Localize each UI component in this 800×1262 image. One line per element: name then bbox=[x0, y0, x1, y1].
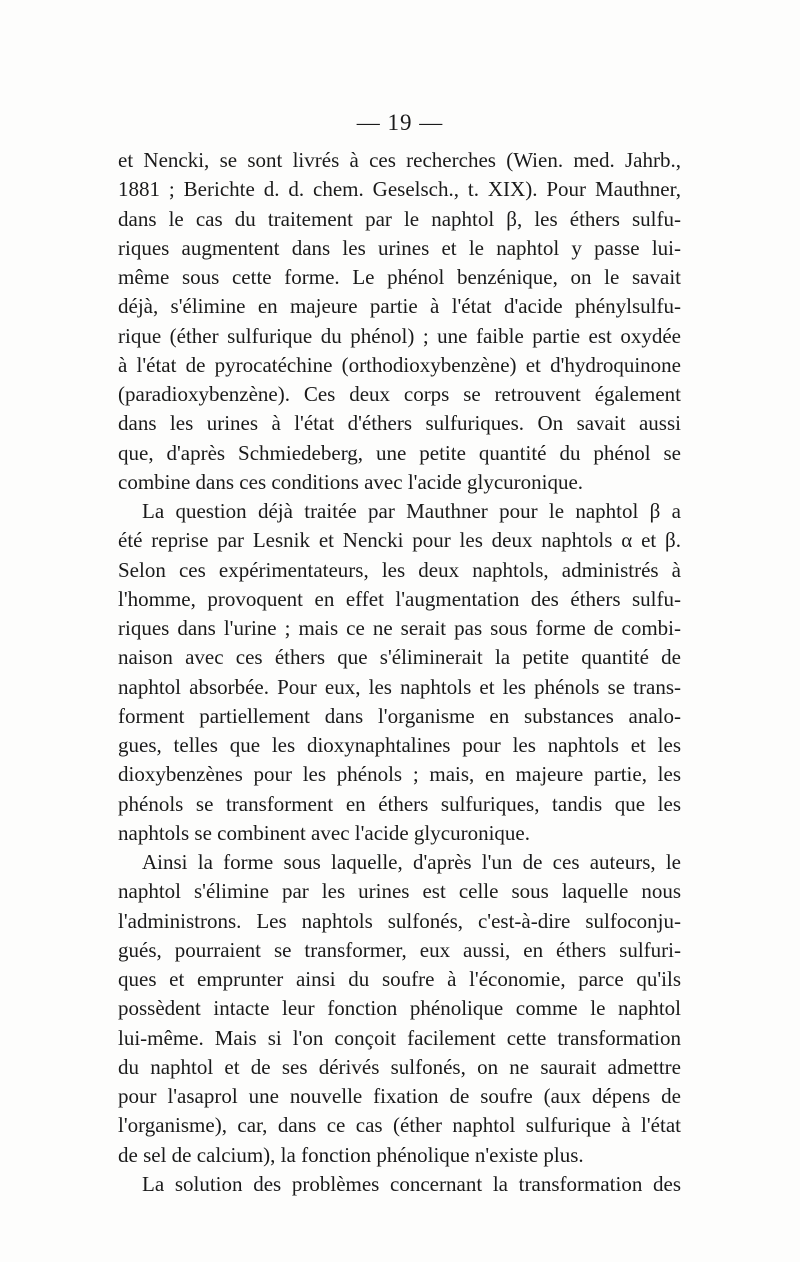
text-line: dans les urines à l'état d'éthers sulfuriques. On savait aussi bbox=[118, 411, 681, 436]
text-line: naphtol s'élimine par les urines est celle sous laquelle nous bbox=[118, 879, 681, 904]
text-line: La solution des problèmes concernant la transformation des bbox=[142, 1171, 681, 1196]
text-line: naison avec ces éthers que s'éliminerait la petite quantité de bbox=[118, 645, 681, 670]
text-line: naphtol absorbée. Pour eux, les naphtols et les phénols se trans- bbox=[118, 674, 681, 699]
text-line: Ainsi la forme sous laquelle, d'après l'un de ces auteurs, le bbox=[142, 850, 681, 874]
text-line: l'organisme), car, dans ce cas (éther naphtol sulfurique à l'état bbox=[118, 1113, 681, 1138]
text-line: gues, telles que les dioxynaphtalines pour les naphtols et les bbox=[118, 733, 681, 757]
text-line: rique (éther sulfurique du phénol) ; une faible partie est oxydée bbox=[118, 323, 681, 348]
text-line: de sel de calcium), la fonction phénolique n'existe plus. bbox=[118, 1142, 584, 1167]
text-line: combine dans ces conditions avec l'acide glycuronique. bbox=[118, 469, 584, 494]
text-line: (paradioxybenzène). Ces deux corps se retrouvent également bbox=[118, 382, 681, 406]
body-text bbox=[118, 146, 681, 1199]
text-line: possèdent intacte leur fonction phénolique comme le naphtol bbox=[118, 996, 681, 1021]
text-line: ques et emprunter ainsi du soufre à l'économie, parce qu'ils bbox=[118, 967, 681, 991]
text-line: à l'état de pyrocatéchine (orthodioxybenzène) et d'hydroquinone bbox=[118, 352, 681, 377]
text-line: et Nencki, se sont livrés à ces recherches (Wien. med. Jahrb., bbox=[118, 148, 681, 172]
text-line: du naphtol et de ses dérivés sulfonés, on ne saurait admettre bbox=[118, 1054, 681, 1079]
text-line: riques dans l'urine ; mais ce ne serait pas sous forme de combi- bbox=[118, 616, 681, 640]
text-line: l'administrons. Les naphtols sulfonés, c'est-à-dire sulfoconju- bbox=[118, 908, 681, 933]
text-line: lui-même. Mais si l'on conçoit facilement cette transformation bbox=[118, 1025, 681, 1050]
text-line: 1881 ; Berichte d. d. chem. Geselsch., t. XIX). Pour Mauthner, bbox=[118, 177, 681, 202]
text-line: été reprise par Lesnik et Nencki pour les deux naphtols α et β. bbox=[118, 528, 681, 553]
text-line: Selon ces expérimentateurs, les deux naphtols, administrés à bbox=[118, 557, 681, 582]
text-line: La question déjà traitée par Mauthner pour le naphtol β a bbox=[142, 499, 681, 523]
text-line: déjà, s'élimine en majeure partie à l'état d'acide phénylsulfu- bbox=[118, 294, 681, 319]
text-line: phénols se transforment en éthers sulfuriques, tandis que les bbox=[118, 791, 681, 816]
text-line: l'homme, provoquent en effet l'augmentation des éthers sulfu- bbox=[118, 586, 681, 611]
text-line: dioxybenzènes pour les phénols ; mais, en majeure partie, les bbox=[118, 762, 681, 787]
text-line: même sous cette forme. Le phénol benzénique, on le savait bbox=[118, 265, 681, 289]
text-line: que, d'après Schmiedeberg, une petite quantité du phénol se bbox=[118, 440, 681, 465]
text-line: gués, pourraient se transformer, eux aussi, en éthers sulfuri- bbox=[118, 937, 681, 962]
text-line: dans le cas du traitement par le naphtol β, les éthers sulfu- bbox=[118, 206, 681, 231]
text-line: pour l'asaprol une nouvelle fixation de soufre (aux dépens de bbox=[118, 1084, 681, 1108]
page-number: — 19 — bbox=[356, 110, 444, 135]
text-line: naphtols se combinent avec l'acide glycuronique. bbox=[118, 820, 530, 845]
text-line: forment partiellement dans l'organisme en substances analo- bbox=[118, 703, 681, 728]
text-line: riques augmentent dans les urines et le naphtol y passe lui- bbox=[118, 235, 681, 260]
